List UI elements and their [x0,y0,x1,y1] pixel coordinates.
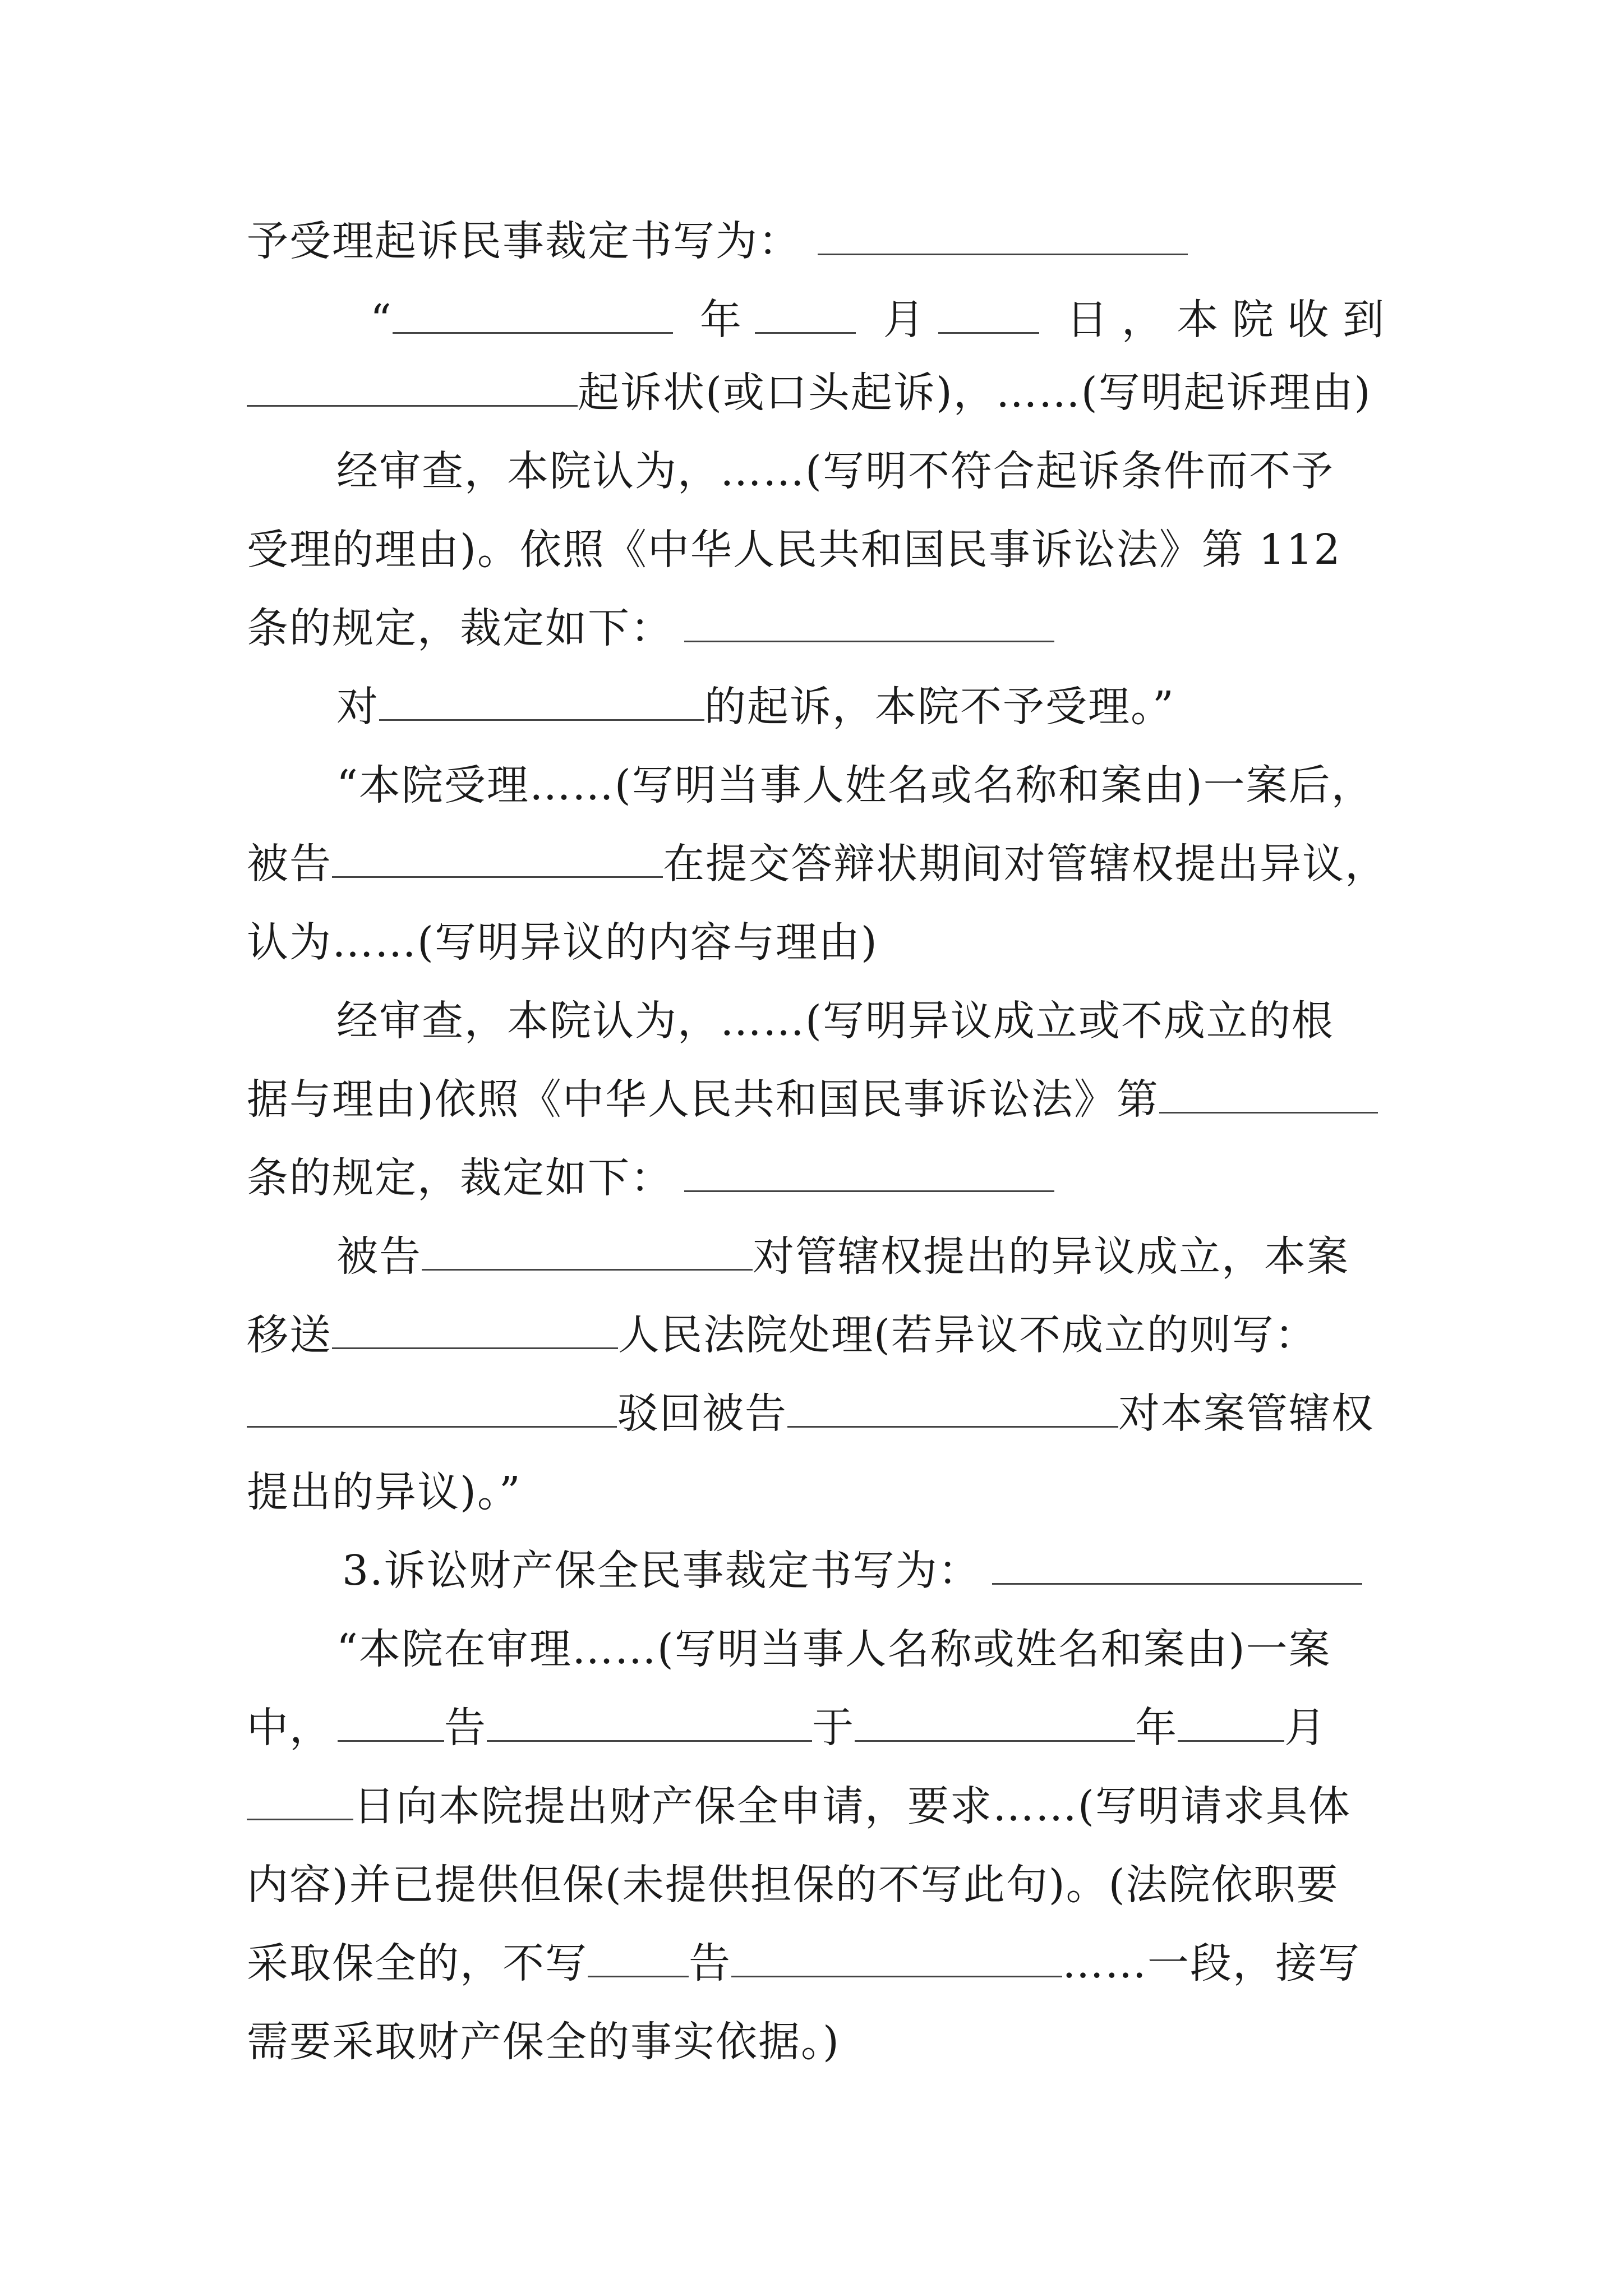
text-segment: 受理的理由)。依照《中华人民共和国民事诉讼法》第 112 [247,526,1341,574]
fill-in-blank [855,1706,1135,1742]
text-line [247,1066,1378,1133]
text-line [247,1223,1349,1290]
fill-in-blank [422,1235,753,1271]
fill-in-blank [332,1314,618,1349]
text-line [247,1301,1317,1369]
text-line [247,830,1387,898]
text-line [247,1380,1374,1447]
fill-in-blank [379,685,704,721]
fill-in-blank [247,1392,617,1428]
text-segment: 告 [689,1939,731,1987]
text-segment: 被告 [336,1232,422,1281]
text-line [247,1851,1339,1918]
text-segment: 条的规定，裁定如下： [247,604,673,652]
fill-in-blank [487,1706,812,1742]
text-segment: 对管辖权提出的异议成立，本案 [753,1232,1349,1281]
text-segment: 需要采取财产保全的事实依据。) [247,2018,840,2066]
text-segment: 的起诉，本院不予受理。” [704,683,1175,731]
text-segment: 起诉状(或口头起诉)，……(写明起诉理由) [578,369,1372,417]
text-segment: 移送 [247,1311,332,1359]
text-line [247,1694,1327,1761]
text-segment: 内容)并已提供但保(未提供担保的不写此句)。(法院依职要 [247,1861,1339,1909]
text-segment: 经审查，本院认为，……(写明不符合起诉条件而不予 [336,447,1334,495]
fill-in-blank [393,298,673,334]
text-segment: 于 [812,1704,855,1752]
text-segment: 日向本院提出财产保全申请，要求……(写明请求具体 [353,1782,1351,1830]
text-segment: 被告 [247,840,332,888]
text-segment: 提出的异议)。” [247,1468,522,1516]
text-line [247,208,1188,275]
text-segment: 对本案管辖权 [1118,1389,1374,1438]
text-segment: 人民法院处理(若异议不成立的则写： [618,1311,1317,1359]
text-segment: 驳回被告 [617,1389,787,1438]
text-segment: 予受理起诉民事裁定书写为： [247,217,801,265]
text-segment: 条的规定，裁定如下： [247,1154,673,1202]
text-line [247,2008,840,2076]
text-segment: 据与理由)依照《中华人民共和国民事诉讼法》第 [247,1075,1159,1124]
text-segment: 中， [247,1704,332,1752]
text-line [247,1773,1351,1840]
text-segment: 年 [672,296,755,344]
text-line [247,987,1334,1055]
text-segment: 对 [336,683,379,731]
fill-in-blank [938,298,1039,334]
text-segment: “本院在审理……(写明当事人名称或姓名和案由)一案 [336,1625,1331,1673]
text-segment: 月 [856,296,939,344]
text-segment: 月 [1284,1704,1327,1752]
fill-in-blank [332,843,663,878]
fill-in-blank [684,1157,1054,1192]
fill-in-blank [992,1549,1362,1585]
text-line [247,359,1371,426]
text-line [247,1458,522,1526]
fill-in-blank [755,298,856,334]
text-segment: 经审查，本院认为，……(写明异议成立或不成立的根 [336,997,1334,1045]
text-line [247,909,878,976]
text-segment: 3.诉讼财产保全民事裁定书写为： [342,1547,981,1595]
text-segment: 采取保全的，不写 [247,1939,588,1987]
fill-in-blank [731,1942,1062,1977]
text-line [247,673,1175,740]
text-line [247,438,1334,505]
text-segment: ……一段，接写 [1062,1939,1361,1987]
text-segment: 告 [444,1704,487,1752]
text-segment: “ [370,296,393,344]
fill-in-blank [787,1392,1118,1428]
text-line [247,1537,1362,1604]
fill-in-blank [247,1785,353,1820]
text-line [247,752,1374,819]
text-line [247,286,1385,353]
fill-in-blank [684,607,1054,642]
text-segment: “本院受理……(写明当事人姓名或名称和案由)一案后， [336,761,1374,809]
text-segment: 年 [1135,1704,1178,1752]
fill-in-blank [1159,1078,1378,1114]
text-line [247,1144,1054,1212]
fill-in-blank [588,1942,689,1977]
fill-in-blank [247,371,578,407]
text-line [247,516,1341,583]
fill-in-blank [818,220,1188,255]
text-segment: 认为……(写明异议的内容与理由) [247,918,878,967]
text-segment: 日，本院收到 [1039,296,1385,344]
fill-in-blank [338,1706,444,1742]
text-line [247,595,1054,662]
text-line [247,1616,1331,1683]
text-line [247,1930,1361,1997]
fill-in-blank [1178,1706,1284,1742]
text-segment: 在提交答辩状期间对管辖权提出异议， [663,840,1387,888]
